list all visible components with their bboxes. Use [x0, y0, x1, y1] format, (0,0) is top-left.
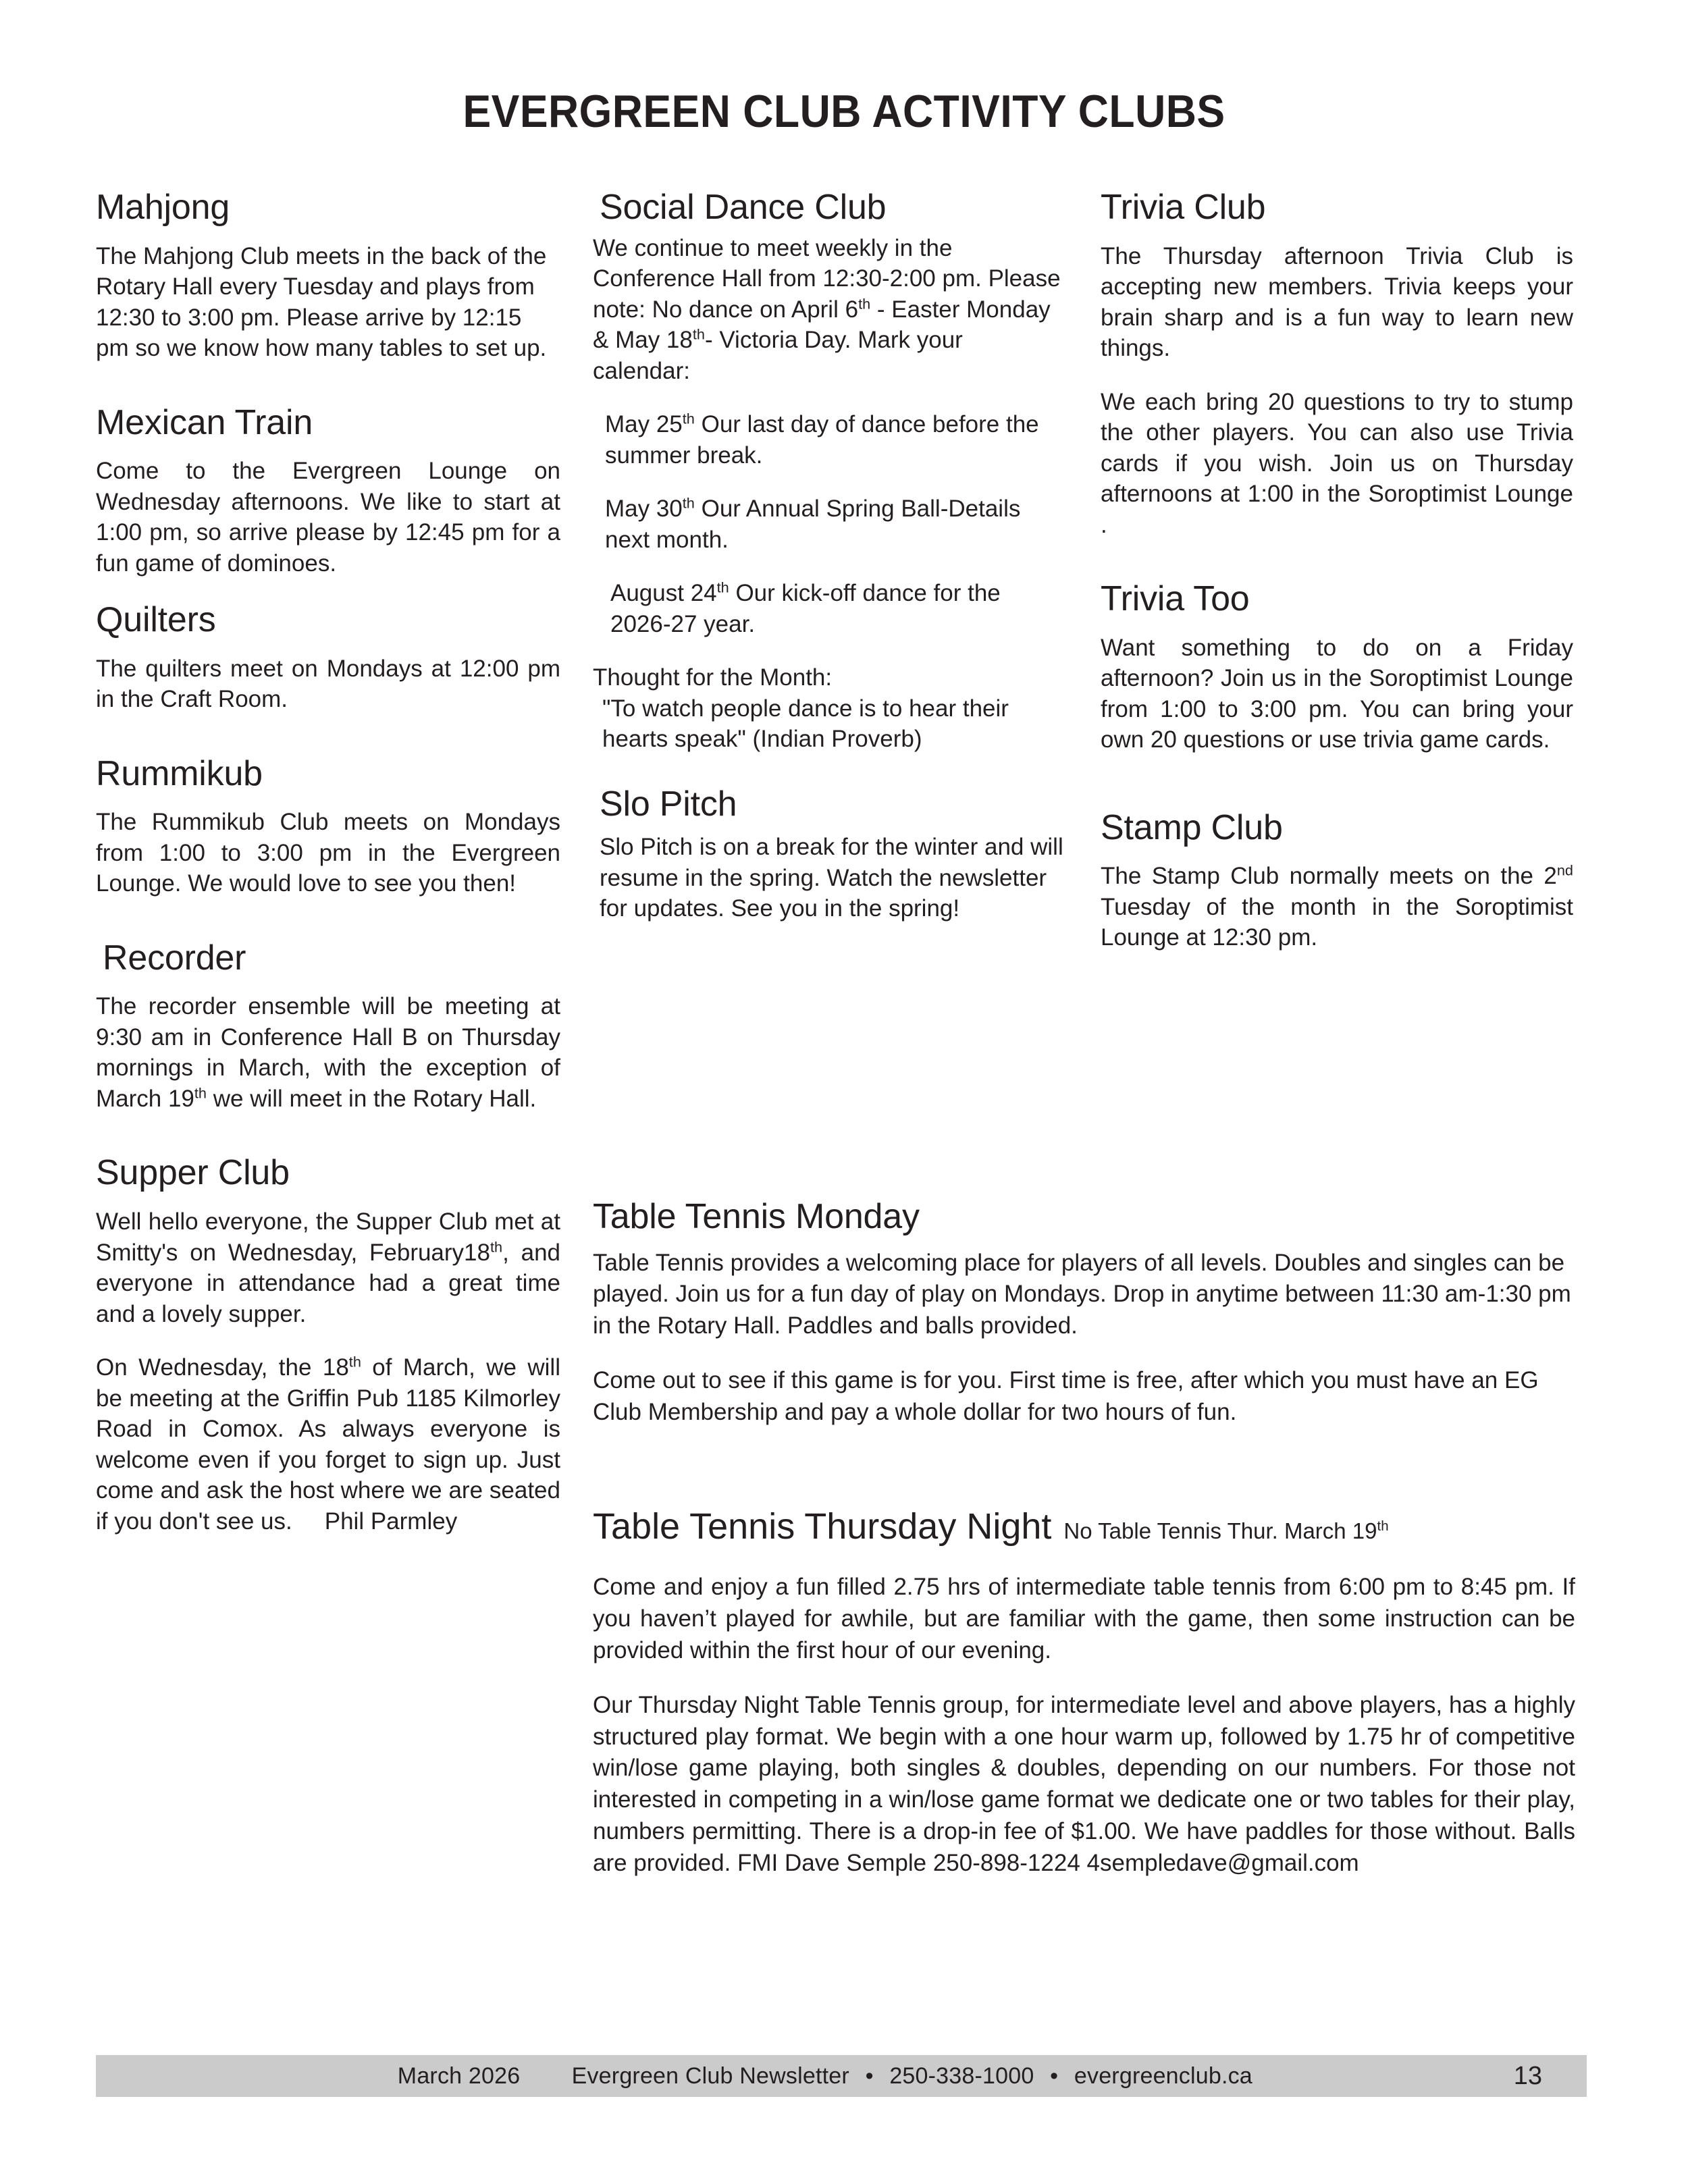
heading-supper-club: Supper Club [96, 1153, 290, 1193]
heading-quilters: Quilters [96, 600, 216, 640]
spacer [96, 1137, 560, 1154]
dance-dates-list [593, 409, 1065, 639]
spacer [96, 738, 560, 755]
footer-phone: 250-338-1000 [889, 2062, 1034, 2089]
text-recorder-part1: The recorder ensemble will be meeting at 9:30 am in Conference Hall B on Thursday mornings in March, with the exception of March 19 [96, 993, 560, 1112]
heading-row-table-tennis-thursday [593, 1506, 1575, 1547]
ordinal-suffix: th [1377, 1518, 1389, 1534]
note-text: No Table Tennis Thur. March 19 [1063, 1518, 1377, 1543]
spacer [593, 755, 1065, 786]
heading-recorder: Recorder [103, 938, 246, 978]
dance-date: May 25 [605, 411, 683, 438]
column-middle [593, 189, 1065, 947]
text-dance-intro-part1: We continue to meet weekly in the Conference Hall from 12:30-2:00 pm. Please note: No dance on April 6 [593, 234, 1061, 323]
note-no-table-tennis [1063, 1518, 1388, 1544]
text-quilters: The quilters meet on Mondays at 12:00 pm in the Craft Room. [96, 655, 560, 713]
page-title: EVERGREEN CLUB ACTIVITY CLUBS [463, 86, 1225, 137]
text-mahjong: The Mahjong Club meets in the back of the Rotary Hall every Tuesday and plays from 12:30 to 3:00 pm. Please arrive by 12:15 pm so we know how many tables to set up. [96, 242, 547, 362]
text-trivia-club-p2: We each bring 20 questions to try to stump the other players. You can also use Trivia cards if you wish. Join us on Thursday afternoons at 1:00 in the Soroptimist Lounge . [1101, 388, 1573, 538]
text-supper-p1-part2: , and everyone in attendance had a great time and a lovely supper. [96, 1239, 560, 1327]
text-social-dance-intro [593, 233, 1065, 387]
ordinal-suffix: th [682, 410, 695, 427]
text-mexican-train: Come to the Evergreen Lounge on Wednesday afternoons. We like to start at 1:00 pm, so arrive please by 12:45 pm for a fun game of dominoes. [96, 458, 560, 577]
dance-date: May 30 [605, 496, 683, 523]
page-number: 13 [1513, 2061, 1542, 2090]
ordinal-suffix: th [348, 1353, 361, 1370]
text-supper-p2-part2: of March, we will be meeting at the Griffin Pub 1185 Kilmorley Road in Comox. As always everyone is welcome even if you forget to sign up. Just come and ask the host where we are seated if you don't see us. [96, 1354, 560, 1535]
thought-for-the-month-quote: "To watch people dance is to hear their hearts speak" (Indian Proverb) [602, 695, 1009, 753]
text-dance-intro-part2: - Easter Monday & May 18 [593, 296, 1051, 354]
section-table-tennis-monday [593, 1198, 1575, 1451]
page-footer [96, 2055, 1587, 2097]
text-stamp-part1: The Stamp Club normally meets on the 2 [1101, 863, 1557, 890]
column-right [1101, 189, 1573, 976]
heading-stamp-club: Stamp Club [1101, 807, 1283, 847]
text-rummikub: The Rummikub Club meets on Mondays from 1:00 to 3:00 pm in the Evergreen Lounge. We would love to see you then! [96, 809, 560, 897]
thought-for-the-month-label: Thought for the Month: [593, 664, 833, 691]
text-table-tennis-thursday-p2: Our Thursday Night Table Tennis group, for intermediate level and above players, has a highly structured play format. We begin with a one hour warm up, followed by 1.75 hr of competitive win/lose game playing, both singles & doubles, depending on our numbers. For those not interested in competing in a win/lose game format we dedicate one or two tables for their play, numbers permitting. There is a drop-in fee of $1.00. We have paddles for those without. Balls are provided. FMI Dave Semple 250-898-1224 4sempledave@gmail.com [593, 1691, 1575, 1877]
ordinal-suffix: th [682, 494, 695, 512]
text-trivia-club-p1: The Thursday afternoon Trivia Club is accepting new members. Trivia keeps your brain sharp and is a fun way to learn new things. [1101, 242, 1573, 362]
spacer [1101, 563, 1573, 581]
ordinal-suffix: nd [1556, 861, 1573, 879]
heading-table-tennis-thursday: Table Tennis Thursday Night [593, 1506, 1052, 1547]
spacer [1101, 778, 1573, 809]
text-supper-p1-part1: Well hello everyone, the Supper Club met at Smitty's on Wednesday, February18 [96, 1208, 560, 1266]
text-table-tennis-monday-p2: Come out to see if this game is for you. First time is free, after which you must have an EG Club Membership and pay a whole dollar for two hours of fun. [593, 1367, 1539, 1426]
list-item [605, 409, 1065, 471]
ordinal-suffix: th [858, 294, 871, 312]
heading-social-dance-club: Social Dance Club [600, 188, 887, 227]
text-supper-p2-part1: On Wednesday, the 18 [96, 1354, 349, 1381]
heading-mexican-train: Mexican Train [96, 402, 313, 442]
spacer [96, 922, 560, 940]
text-stamp-part2: Tuesday of the month in the Soroptimist Lounge at 12:30 pm. [1101, 893, 1573, 951]
text-table-tennis-thursday-p1: Come and enjoy a fun filled 2.75 hrs of intermediate table tennis from 6:00 pm to 8:45 pm. If you haven’t played for awhile, but are familiar with the game, then some instruction can be provided within the first hour of our evening. [593, 1574, 1575, 1663]
dance-description: Our last day of dance before the summer break. [605, 411, 1039, 469]
dance-description: Our Annual Spring Ball-Details next month. [605, 496, 1021, 553]
heading-mahjong: Mahjong [96, 188, 230, 227]
footer-issue-date: March 2026 [397, 2062, 521, 2089]
text-trivia-too: Want something to do on a Friday afternoon? Join us in the Soroptimist Lounge from 1:00 to 3:00 pm. You can bring your own 20 questions or use trivia game cards. [1101, 634, 1573, 753]
heading-slo-pitch: Slo Pitch [600, 784, 737, 824]
ordinal-suffix: th [692, 325, 705, 343]
text-recorder [96, 991, 560, 1114]
column-left [96, 189, 560, 1560]
ordinal-suffix: th [490, 1237, 503, 1255]
footer-info [96, 2063, 1514, 2089]
signature-phil-parmley: Phil Parmley [324, 1508, 458, 1535]
heading-trivia-club: Trivia Club [1101, 188, 1266, 227]
text-recorder-part2: we will meet in the Rotary Hall. [207, 1085, 537, 1112]
ordinal-suffix: th [194, 1084, 207, 1102]
dance-date: August 24 [610, 580, 717, 607]
text-slo-pitch: Slo Pitch is on a break for the winter and will resume in the spring. Watch the newsletter for updates. See you in the spring! [600, 834, 1063, 922]
text-stamp-club [1101, 861, 1573, 953]
text-supper-club-p2 [96, 1352, 560, 1537]
heading-table-tennis-monday: Table Tennis Monday [593, 1197, 920, 1236]
bullet-separator-icon: • [865, 2062, 874, 2089]
text-table-tennis-monday-p1: Table Tennis provides a welcoming place for players of all levels. Doubles and singles can be played. Join us for a fun day of play on Mondays. Drop in anytime between 11:30 am-1:30 pm in the Rotary Hall. Paddles and balls provided. [593, 1249, 1571, 1339]
heading-rummikub: Rummikub [96, 753, 263, 793]
footer-spacer [527, 2063, 565, 2089]
spacer [96, 387, 560, 404]
text-supper-club-p1 [96, 1206, 560, 1329]
heading-trivia-too: Trivia Too [1101, 579, 1250, 619]
footer-website[interactable]: evergreenclub.ca [1074, 2062, 1252, 2089]
ordinal-suffix: th [716, 579, 729, 596]
section-table-tennis-thursday [593, 1506, 1575, 1902]
list-item [610, 578, 1065, 639]
list-item [605, 494, 1065, 555]
text-dance-intro-part3: - Victoria Day. Mark your calendar: [593, 327, 963, 384]
bullet-separator-icon: • [1050, 2062, 1059, 2089]
footer-publication: Evergreen Club Newsletter [571, 2062, 849, 2089]
dance-description: Our kick-off dance for the 2026-27 year. [610, 580, 1001, 637]
